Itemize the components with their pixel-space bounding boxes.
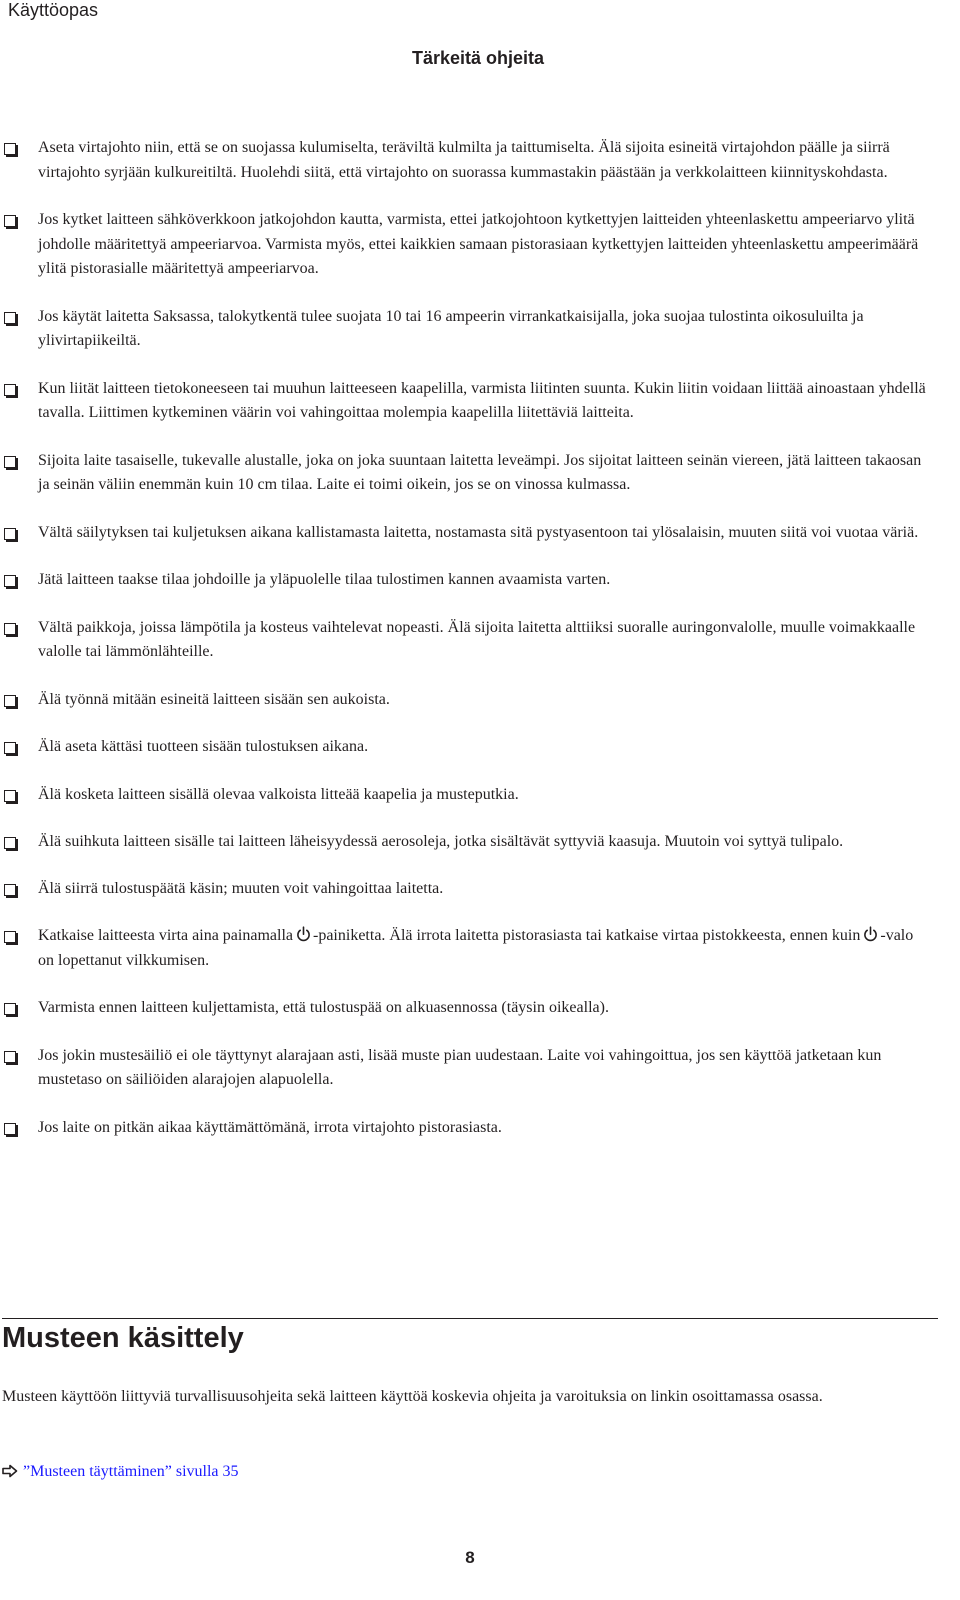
ink-section-heading: Musteen käsittely [2, 1322, 244, 1354]
arrow-right-icon [2, 1464, 18, 1478]
list-item [2, 830, 932, 855]
list-item-text-start: Katkaise laitteesta virta aina painamalla [38, 927, 293, 944]
list-item [2, 449, 932, 498]
checkbox-icon [4, 623, 16, 635]
list-item [2, 996, 932, 1021]
checkbox-icon [4, 790, 16, 802]
list-item [2, 1116, 932, 1141]
checkbox-icon [4, 1051, 16, 1063]
list-item-text: Älä kosketa laitteen sisällä olevaa valkoista litteää kaapelia ja musteputkia. [38, 785, 519, 803]
checkbox-icon [4, 742, 16, 754]
power-icon [863, 926, 878, 943]
list-item-text: Älä työnnä mitään esineitä laitteen sisään sen aukoista. [38, 690, 390, 708]
checkbox-icon [4, 528, 16, 540]
section-divider [2, 1318, 938, 1319]
power-icon [296, 926, 311, 943]
list-item-text: Jos kytket laitteen sähköverkkoon jatkojohdon kautta, varmista, ettei jatkojohtoon kytkettyjen laitteiden yhteenlaskettu ampeeriarvo ylitä johdolle määritettyä ampeeriarvoa. Varmista myös, ettei kaikkien samaan pistorasiaan kytkettyjen laitteiden yhteenlaskettu ampeerimäärä ylitä pistorasialle määritettyä ampeeriarvoa. [38, 211, 919, 277]
checkbox-icon [4, 384, 16, 396]
ink-section-intro: Musteen käyttöön liittyviä turvallisuusohjeita sekä laitteen käyttöä koskevia ohjeita ja varoituksia on linkin osoittamassa osassa. [2, 1388, 823, 1405]
list-item [2, 688, 932, 713]
list-item [2, 616, 932, 665]
page-number: 8 [465, 1548, 475, 1567]
checkbox-icon [4, 215, 16, 227]
list-item [2, 924, 932, 973]
checkbox-icon [4, 837, 16, 849]
checkbox-icon [4, 931, 16, 943]
list-item-text: Jos jokin mustesäiliö ei ole täyttynyt alarajaan asti, lisää muste pian uudestaan. Laite voi vahingoittua, jos sen käyttöä jatketaan kun mustetaso on säiliöiden alarajojen alapuolella. [38, 1046, 882, 1088]
checkbox-icon [4, 456, 16, 468]
list-item-text: Älä aseta kättäsi tuotteen sisään tulostuksen aikana. [38, 738, 369, 755]
ink-filling-link[interactable]: ”Musteen täyttäminen” sivulla 35 [23, 1463, 239, 1480]
checkbox-icon [4, 695, 16, 707]
checkbox-icon [4, 575, 16, 587]
list-item-text-end: -valo on lopettanut vilkkumisen. [38, 927, 914, 969]
list-item-text: Jätä laitteen taakse tilaa johdoille ja yläpuolelle tilaa tulostimen kannen avaamista varten. [38, 571, 611, 588]
list-item [2, 877, 932, 902]
checkbox-icon [4, 143, 16, 155]
list-item-text: Vältä paikkoja, joissa lämpötila ja kosteus vaihtelevat nopeasti. Älä sijoita laitetta alttiiksi suoralle auringonvalolle, muulle voimakkaalle valolle tai lämmönlähteille. [38, 618, 916, 660]
document-header: Käyttöopas [8, 0, 99, 20]
checkbox-icon [4, 1123, 16, 1135]
list-item [2, 783, 932, 808]
list-item [2, 1044, 932, 1093]
list-item [2, 208, 932, 282]
checkbox-icon [4, 312, 16, 324]
list-item [2, 305, 932, 354]
list-item-text: Älä siirrä tulostuspäätä käsin; muuten voit vahingoittaa laitetta. [38, 879, 444, 897]
list-item-text: Vältä säilytyksen tai kuljetuksen aikana kallistamasta laitetta, nostamasta sitä pystyasentoon tai ylösalaisin, muuten siitä voi vuotaa väriä. [38, 523, 919, 541]
list-item [2, 521, 932, 546]
list-item [2, 735, 932, 760]
checkbox-icon [4, 884, 16, 896]
list-item-text: Sijoita laite tasaiselle, tukevalle alustalle, joka on joka suuntaan laitetta leveämpi. Jos sijoitat laitteen seinän viereen, jätä laitteen takaosan ja seinän väliin enemmän kuin 10 cm tilaa. Laite ei toimi oikein, jos se on vinossa kulmassa. [38, 451, 922, 493]
instruction-list [2, 136, 932, 1163]
list-item-text: Jos laite on pitkän aikaa käyttämättömänä, irrota virtajohto pistorasiasta. [38, 1118, 502, 1136]
list-item-text: Jos käytät laitetta Saksassa, talokytkentä tulee suojata 10 tai 16 ampeerin virrankatkaisijalla, joka suojaa tulostinta oikosuluilta ja ylivirtapiikeiltä. [38, 307, 864, 349]
cross-reference [2, 1460, 239, 1485]
list-item [2, 377, 932, 426]
list-item [2, 568, 932, 593]
list-item-text: Aseta virtajohto niin, että se on suojassa kulumiselta, teräviltä kulmilta ja taittumiselta. Älä sijoita esineitä virtajohdon päälle ja siirrä virtajohto syrjään kulkureitiltä. Huolehdi siitä, että virtajohto on suorassa kummastakin päästään ja verkkolaitteen kiinnityskohdasta. [38, 139, 890, 181]
checkbox-icon [4, 1003, 16, 1015]
list-item-text: Älä suihkuta laitteen sisälle tai laitteen läheisyydessä aerosoleja, jotka sisältävät syttyviä kaasuja. Muutoin voi syttyä tulipalo. [38, 833, 844, 850]
list-item-text-middle: -painiketta. Älä irrota laitetta pistorasiasta tai katkaise virtaa pistokkeesta, ennen kuin [313, 927, 861, 944]
list-item [2, 136, 932, 185]
list-item-text: Kun liität laitteen tietokoneeseen tai muuhun laitteeseen kaapelilla, varmista liitinten suunta. Kukin liitin voidaan liittää ainoastaan yhdellä tavalla. Liittimen kytkeminen väärin voi vahingoittaa molempia kaapelilla liitettäviä laitteita. [38, 379, 926, 421]
section-title: Tärkeitä ohjeita [411, 48, 545, 68]
list-item-text: Varmista ennen laitteen kuljettamista, että tulostuspää on alkuasennossa (täysin oikealla). [38, 999, 609, 1016]
